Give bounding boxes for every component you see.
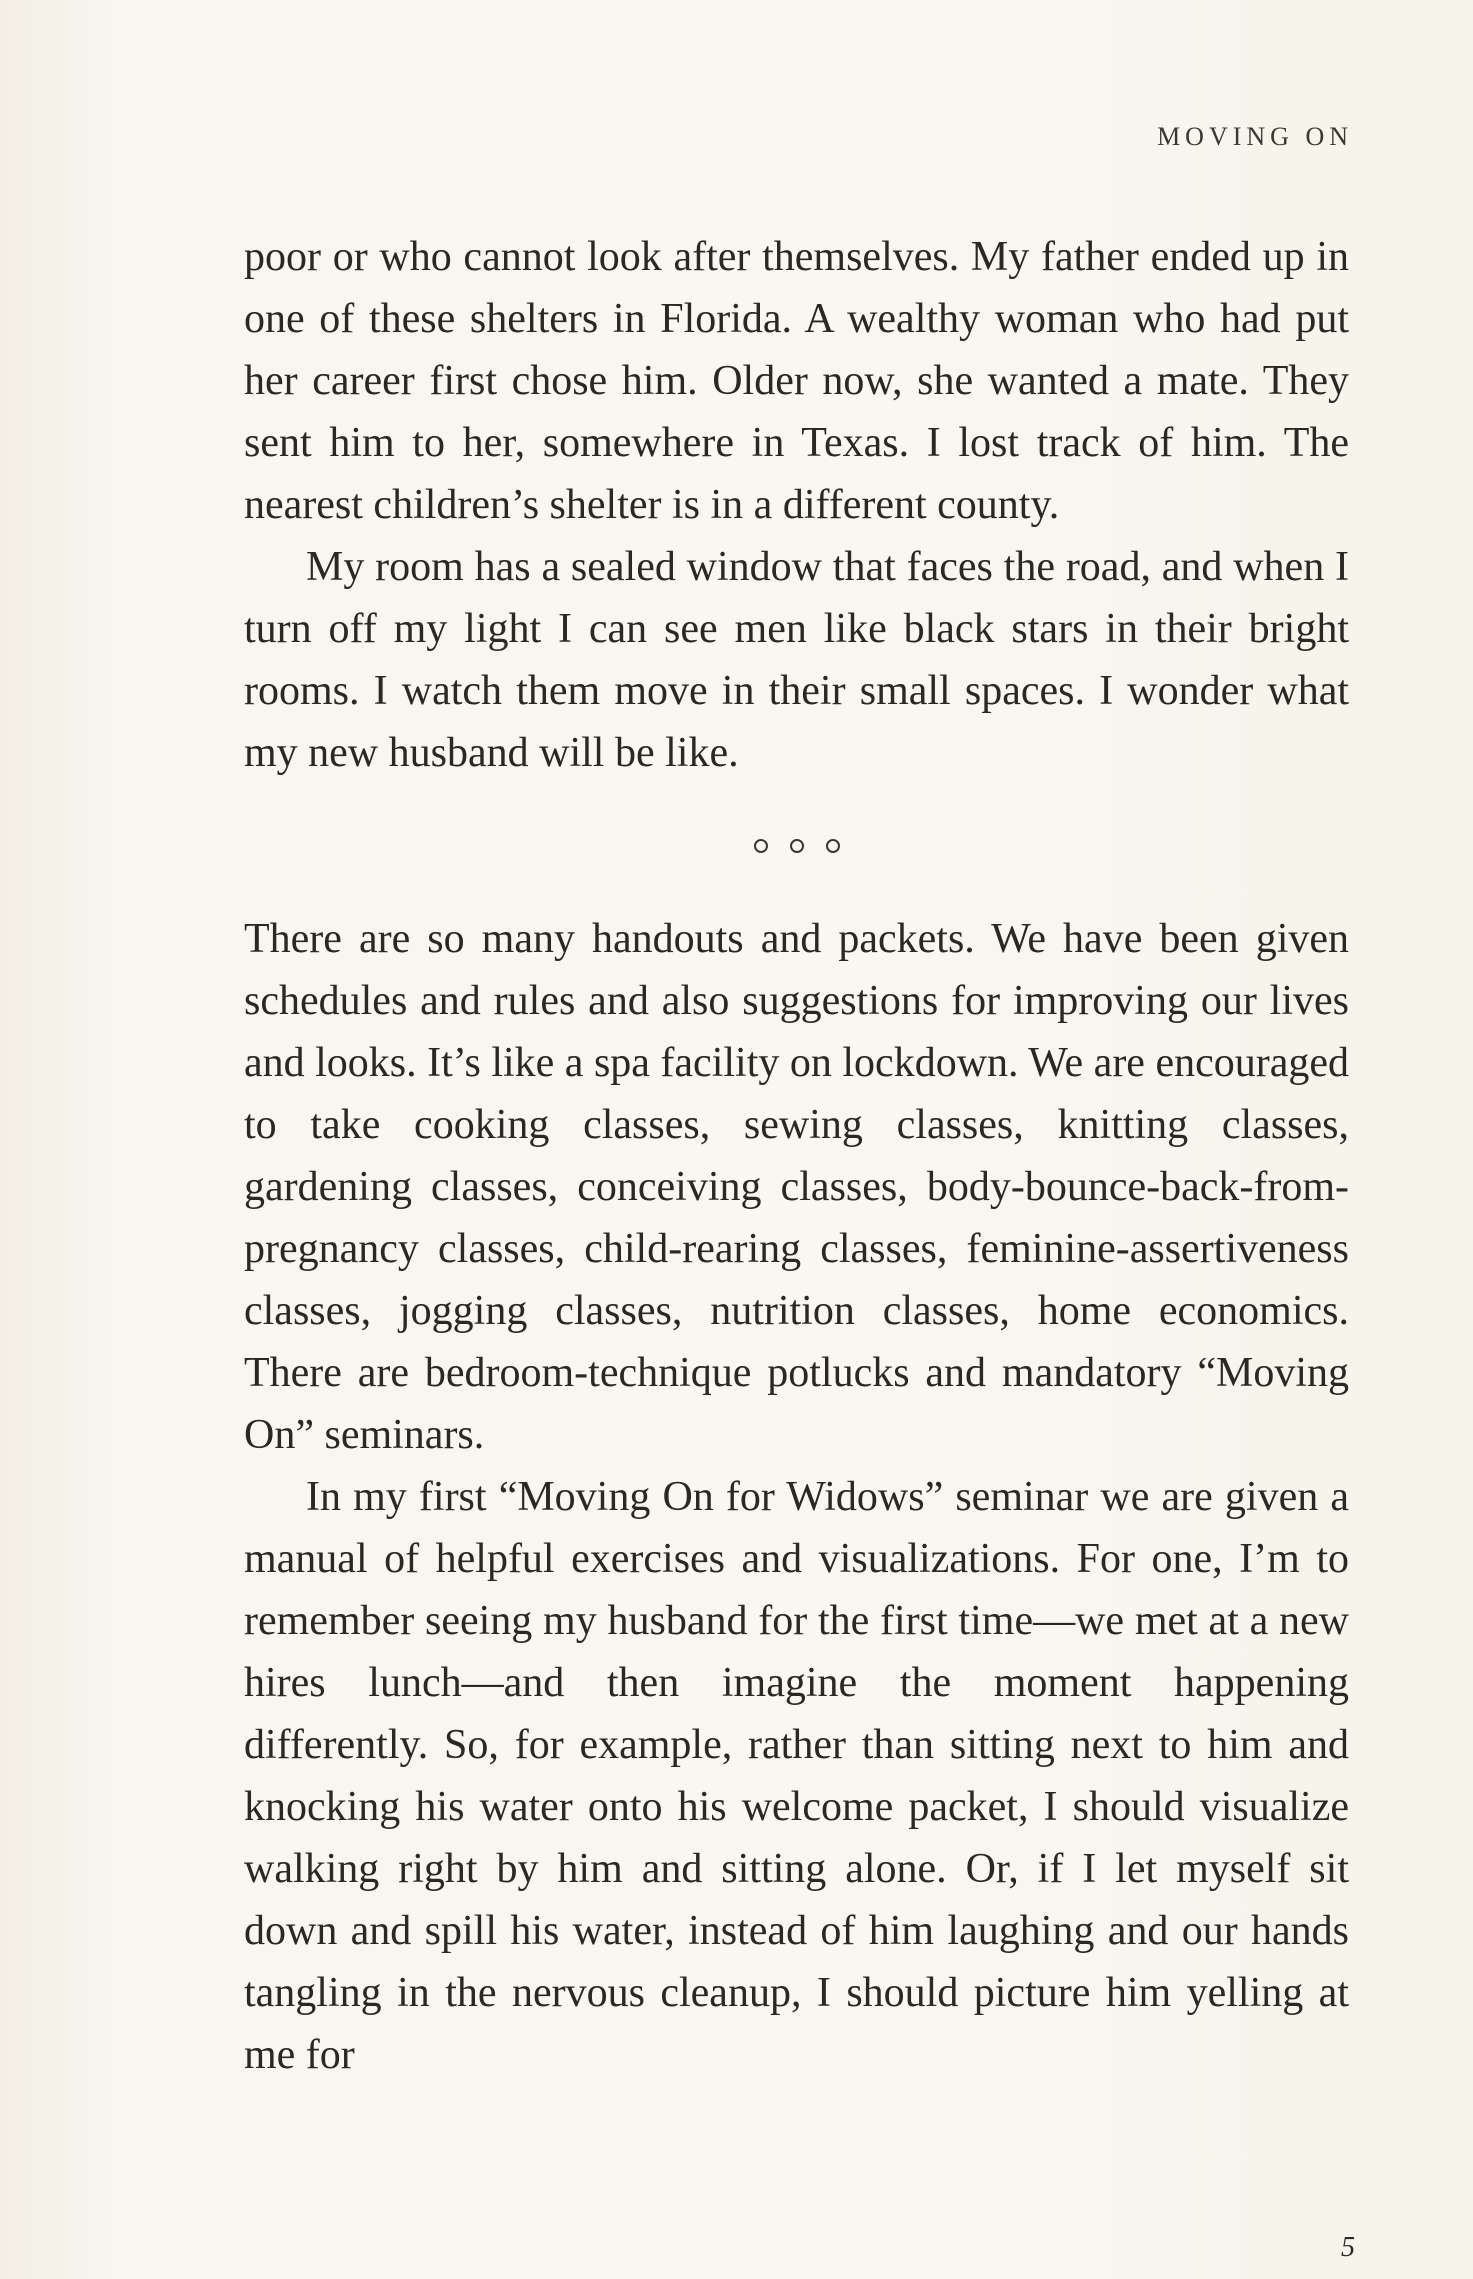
body-text [244,226,1349,2086]
paragraph-window: My room has a sealed window that faces the road, and when I turn off my light I can see men like black stars in their bright rooms. I watch them move in their small spaces. I wonder what my new husband will be like. [244,544,1349,776]
section-break [244,784,1349,908]
ornament-circle-icon [826,839,840,853]
paragraph-handouts: There are so many handouts and packets. We have been given schedules and rules and also suggestions for improving our lives and looks. It’s like a spa facility on lockdown. We are encouraged to take cooking classes, sewing classes, knitting classes, gardening classes, conceiving classes, body-bounce-back-from-pregnancy classes, child-rearing classes, feminine-assertiveness classes, jogging classes, nutrition classes, home economics. There are bedroom-technique potlucks and mandatory “Moving On” seminars. [244,916,1350,1458]
running-head: MOVING ON [1157,122,1353,151]
ornament-circle-icon [754,839,768,853]
page-number: 5 [1341,2232,1355,2263]
ornament-circle-icon [790,839,804,853]
paragraph-seminar: In my first “Moving On for Widows” seminar we are given a manual of helpful exercises and visualizations. For one, I’m to remember seeing my husband for the first time—we met at a new hires lunch—and then imagine the moment happening differently. So, for example, rather than sitting next to him and knocking his water onto his welcome packet, I should visualize walking right by him and sitting alone. Or, if I let myself sit down and spill his water, instead of him laughing and our hands tangling in the nervous cleanup, I should picture him yelling at me for [244,1474,1349,2078]
paragraph-continuation: poor or who cannot look after themselves. My father ended up in one of these shelters in Florida. A wealthy woman who had put her career first chose him. Older now, she wanted a mate. They sent him to her, somewhere in Texas. I lost track of him. The nearest children’s shelter is in a different county. [244,234,1349,528]
